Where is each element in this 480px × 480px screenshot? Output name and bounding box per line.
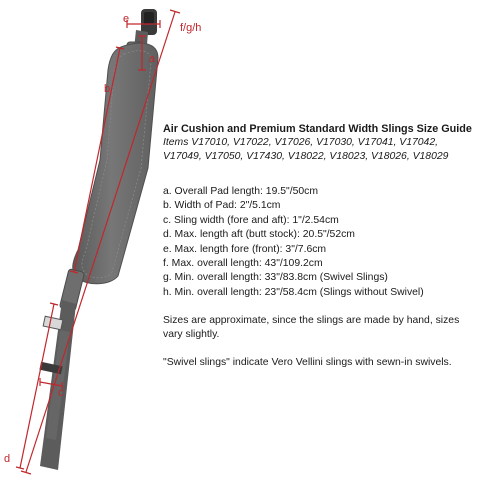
swivel-slings-note: "Swivel slings" indicate Vero Vellini slings with sewn-in swivels.	[163, 357, 452, 369]
dimension-label-c: c	[58, 387, 64, 399]
spec-item-h: h. Min. overall length: 23"/58.4cm (Slings without Swivel)	[163, 286, 424, 298]
dimension-label-d: d	[4, 453, 11, 465]
guide-title: Air Cushion and Premium Standard Width Slings Size Guide	[163, 123, 472, 135]
item-numbers: Items V17010, V17022, V17026, V17030, V17041, V17042, V17049, V17050, V17430, V18022, V18023, V18026, V18029	[163, 137, 449, 162]
spec-item-e: e. Max. length fore (front): 3"/7.6cm	[163, 243, 327, 255]
spec-item-f: f. Max. overall length: 43"/109.2cm	[163, 258, 323, 270]
spec-item-c: c. Sling width (fore and aft): 1"/2.54cm	[163, 214, 339, 226]
spec-list	[163, 185, 475, 300]
spec-item-g: g. Min. overall length: 33"/83.8cm (Swivel Slings)	[163, 272, 388, 284]
size-guide-text	[163, 122, 475, 370]
dimension-label-e: e	[123, 13, 130, 25]
spec-item-d: d. Max. length aft (butt stock): 20.5"/52cm	[163, 229, 355, 241]
dimension-label-a: a	[149, 53, 156, 65]
dimension-label-b: b	[104, 83, 111, 95]
spec-item-b: b. Width of Pad: 2"/5.1cm	[163, 200, 281, 212]
sling-pad	[73, 43, 158, 284]
approximate-sizes-note: Sizes are approximate, since the slings are made by hand, sizes vary slightly.	[163, 315, 460, 341]
dimension-label-fgh: f/g/h	[180, 22, 202, 34]
spec-item-a: a. Overall Pad length: 19.5"/50cm	[163, 186, 319, 197]
top-swivel	[141, 9, 157, 35]
